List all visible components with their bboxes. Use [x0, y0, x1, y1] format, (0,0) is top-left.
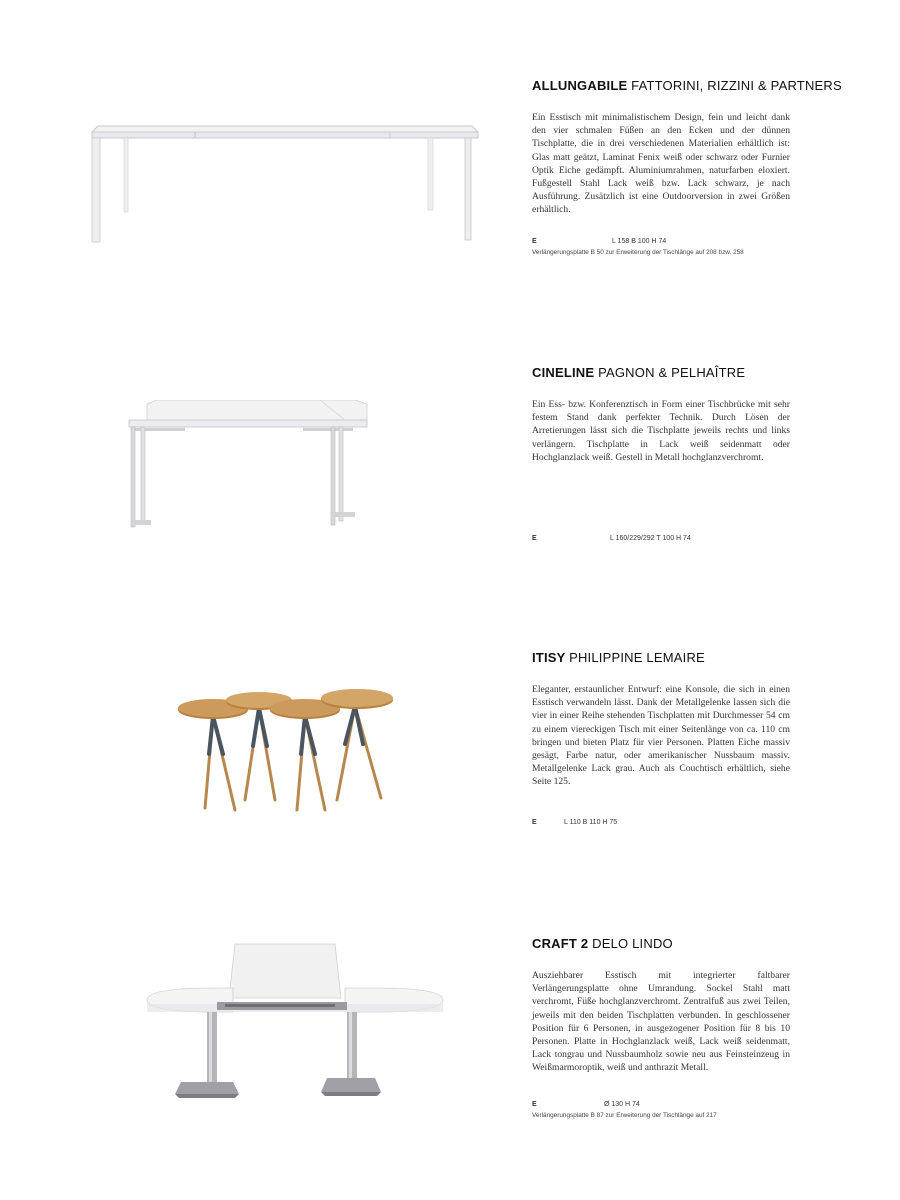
dimensions: L 110 B 110 H 75 — [564, 819, 618, 826]
product-name: CINELINE — [532, 365, 595, 380]
designer-name: DELO LINDO — [592, 936, 673, 951]
itisy-specs — [532, 819, 832, 829]
spec-tag: E — [532, 238, 537, 245]
itisy-description: Eleganter, erstaunlicher Entwurf: eine Konsole, die sich in einen Esstisch verwandeln lässt. Dank der Metallgelenke lassen sich die vier in einer Reihe stehenden Tischplatten mit Durchmesser 54 cm zu einem viereckigen Tisch mit einer Seitenlänge von ca. 110 cm bringen und bieten Platz für vier Personen. Platten Eiche massiv gesägt, Farbe natur, oder amerikanischer Nussbaum massiv. Metallgelenke Lack grau. Auch als Couchtisch erhältlich, siehe Seite 125. — [532, 684, 790, 788]
craft-2-table-image — [145, 942, 445, 1104]
allungabile-title — [532, 78, 842, 94]
product-name: CRAFT 2 — [532, 936, 589, 951]
allungabile-specs — [532, 238, 832, 256]
designer-name: PAGNON & PELHAÎTRE — [598, 365, 746, 380]
extension-note: Verlängerungsplatte B 87 zur Erweiterung der Tischlänge auf 217 — [532, 1112, 717, 1119]
craft-2-description: Ausziehbarer Esstisch mit integrierter faltbarer Verlängerungsplatte ohne Umrandung. Sockel Stahl matt verchromt, Füße hochglanzverchromt. Zentralfuß aus zwei Teilen, jeweils mit den beiden Tischplatten verbunden. In geschlossener Position für 6 Personen, in ausgezogener Position für 8 bis 10 Personen. Platte in Hochglanzlack weiß, Lack weiß seidenmatt, Lack tongrau und Nussbaumholz sowie neu aus Feinsteinzeug in Weißmarmoroptik, weiß und anthrazit Metall. — [532, 970, 790, 1074]
dimensions: L 160/229/292 T 100 H 74 — [610, 535, 691, 542]
allungabile-description: Ein Esstisch mit minimalistischem Design, fein und leicht dank den vier schmalen Füßen an den Ecken und der dünnen Tischplatte, die in drei verschiedenen Materialien erhältlich ist: Glas matt geätzt, Laminat Fenix weiß oder schwarz oder Furnier Optik Eiche gedämpft. Aluminiumrahmen, naturfarben eloxiert. Fußgestell Stahl Lack weiß bzw. Lack schwarz, je nach Ausführung. Zusätzlich ist eine Outdoorversion in zwei Größen erhältlich. — [532, 112, 790, 216]
spec-tag: E — [532, 535, 537, 542]
spec-tag: E — [532, 1101, 537, 1108]
cineline-description: Ein Ess- bzw. Konferenztisch in Form einer Tischbrücke mit sehr festem Stand dank perfekter Technik. Durch Lösen der Arretierungen lässt sich die Tischplatte jeweils rechts und links verlängern. Tischplatte in Lack weiß seidenmatt oder Hochglanzlack weiß. Gestell in Metall hochglanzverchromt. — [532, 399, 790, 463]
allungabile-table-image — [90, 124, 480, 246]
itisy-title — [532, 650, 790, 666]
craft-2-specs — [532, 1101, 832, 1119]
designer-name: PHILIPPINE LEMAIRE — [569, 650, 705, 665]
cineline-table-image — [125, 400, 375, 532]
itisy-table-image — [175, 688, 397, 816]
cineline-title — [532, 365, 790, 381]
spec-tag: E — [532, 819, 537, 826]
product-name: ITISY — [532, 650, 566, 665]
extension-note: Verlängerungsplatte B 50 zur Erweiterung der Tischlänge auf 208 bzw. 258 — [532, 249, 744, 256]
craft-2-title — [532, 936, 790, 952]
dimensions: Ø 130 H 74 — [604, 1101, 640, 1108]
cineline-specs — [532, 535, 832, 545]
dimensions: L 158 B 100 H 74 — [612, 238, 667, 245]
designer-name: FATTORINI, RIZZINI & PARTNERS — [631, 78, 842, 93]
product-name: ALLUNGABILE — [532, 78, 628, 93]
